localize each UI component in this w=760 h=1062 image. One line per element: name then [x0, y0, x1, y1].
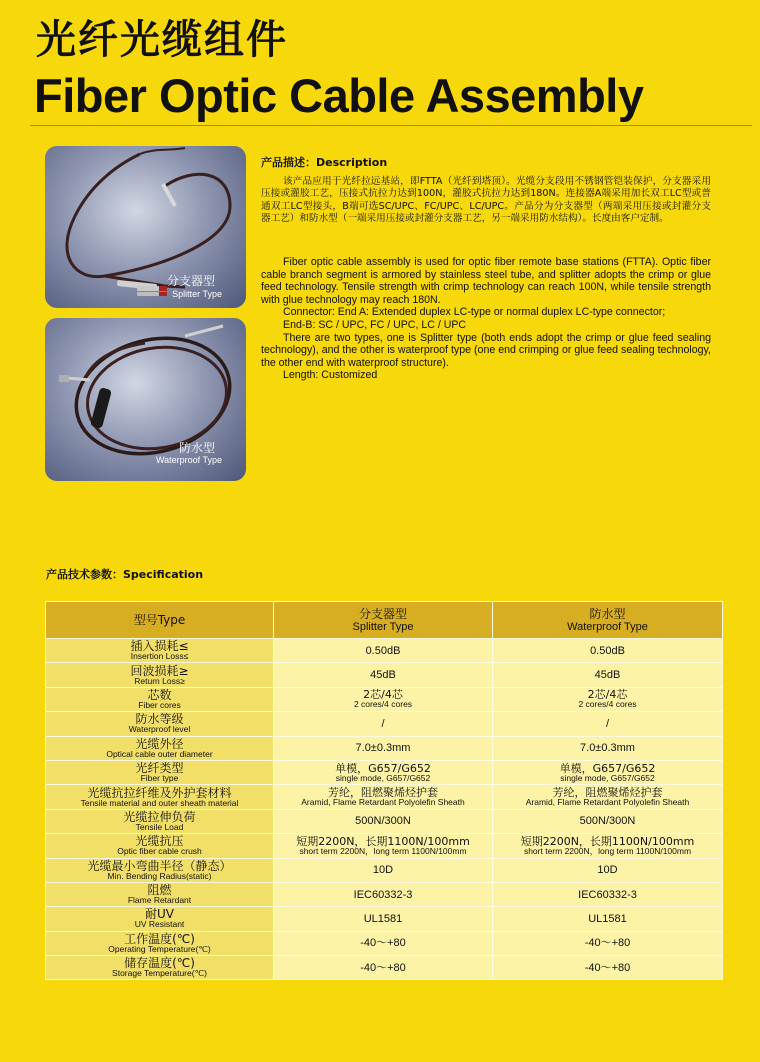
- spec-label-en: Operating Temperature(℃): [108, 943, 211, 954]
- specification-table: [45, 601, 723, 980]
- splitter-value-cell: [274, 858, 493, 882]
- table-row: [46, 956, 723, 980]
- description-en-paragraph: Fiber optic cable assembly is used for optic fiber remote base stations (FTTA). Optic fiber cable branch segment is armored by stainless steel tube, and splitter adopts the crimp or glue feed technology. Tensile strength with crimp technology can reach 100N, while tensile strength with glue technology may reach 180N.: [261, 256, 711, 306]
- header-waterproof: 防水型 Waterproof Type: [493, 602, 723, 639]
- spec-label-cell: [46, 736, 274, 760]
- splitter-value: 0.50dB: [365, 644, 401, 657]
- spec-label-en: Min. Bending Radius(static): [107, 870, 212, 881]
- splitter-value-cell: [274, 809, 493, 833]
- spec-label-cell: [46, 687, 274, 711]
- header-type: 型号Type: [46, 602, 274, 639]
- spec-label-en: Tensile material and outer sheath material: [80, 797, 239, 808]
- spec-label-zh: 防水等级: [135, 712, 184, 727]
- waterproof-value-cell: [493, 736, 723, 760]
- splitter-value: 10D: [372, 864, 394, 877]
- waterproof-value-cell: [493, 639, 723, 663]
- splitter-value: 7.0±0.3mm: [355, 742, 411, 755]
- waterproof-value-cell: [493, 760, 723, 784]
- waterproof-value-cell: [493, 663, 723, 687]
- splitter-value: 短期2200N，长期1100N/100mm: [296, 834, 470, 848]
- splitter-value-cell: [274, 760, 493, 784]
- header-splitter: 分支器型 Splitter Type: [274, 602, 493, 639]
- waterproof-value-en: single mode, G657/G652: [560, 772, 655, 783]
- splitter-caption-en: Splitter Type: [172, 289, 222, 299]
- spec-label-en: Fiber cores: [138, 699, 181, 710]
- waterproof-value-en: 2 cores/4 cores: [578, 699, 637, 710]
- spec-label-zh: 光缆拉伸负荷: [123, 809, 196, 824]
- spec-label-zh: 回波损耗≥: [130, 663, 189, 678]
- splitter-value: 芳纶，阻燃聚烯烃护套: [328, 786, 438, 800]
- description-en-length: Length: Customized: [283, 369, 378, 382]
- page-title-zh: 光纤光缆组件: [36, 17, 288, 63]
- waterproof-value: 0.50dB: [590, 644, 625, 657]
- spec-label-zh: 耐UV: [145, 907, 174, 922]
- spec-label-cell: [46, 834, 274, 858]
- spec-label-zh: 光缆最小弯曲半径（静态）: [87, 858, 232, 873]
- waterproof-value-cell: [493, 712, 723, 736]
- waterproof-value-en: short term 2200N，long term 1100N/100mm: [523, 845, 692, 856]
- spec-label-en: Fiber type: [140, 773, 179, 784]
- page-title-en: Fiber Optic Cable Assembly: [34, 69, 644, 122]
- spec-label-en: Optic fiber cable crush: [117, 846, 202, 857]
- spec-label-cell: [46, 663, 274, 687]
- spec-label-en: Optical cable outer diameter: [106, 748, 213, 759]
- waterproof-type-photo: [45, 318, 246, 481]
- splitter-value: -40～+80: [360, 961, 406, 974]
- waterproof-value: 单模，G657/G652: [559, 761, 656, 775]
- waterproof-value: 500N/300N: [579, 815, 636, 828]
- spec-label-cell: [46, 931, 274, 955]
- waterproof-value-cell: [493, 834, 723, 858]
- spec-label-en: UV Resistant: [134, 919, 185, 930]
- waterproof-value-cell: [493, 956, 723, 980]
- splitter-value-cell: [274, 736, 493, 760]
- splitter-value-cell: [274, 931, 493, 955]
- splitter-value: 2芯/4芯: [363, 688, 403, 702]
- waterproof-value: 45dB: [594, 669, 621, 682]
- spec-label-zh: 储存温度(℃): [124, 956, 195, 971]
- spec-label-zh: 光纤类型: [135, 761, 184, 776]
- table-row: [46, 931, 723, 955]
- splitter-caption-zh: 分支器型: [166, 274, 215, 288]
- spec-label-cell: [46, 882, 274, 906]
- spec-label-zh: 光缆抗压: [135, 834, 184, 849]
- waterproof-value-cell: [493, 785, 723, 809]
- waterproof-value: 7.0±0.3mm: [580, 742, 635, 755]
- spec-label-cell: [46, 760, 274, 784]
- spec-label-cell: [46, 809, 274, 833]
- waterproof-value: 2芯/4芯: [587, 688, 628, 702]
- title-divider: [30, 125, 752, 126]
- waterproof-value: IEC60332-3: [578, 888, 637, 901]
- spec-label-zh: 光缆抗拉纤维及外护套材料: [87, 785, 232, 800]
- splitter-type-photo: [45, 146, 246, 308]
- splitter-value-cell: [274, 907, 493, 931]
- table-row: [46, 809, 723, 833]
- description-heading: 产品描述：Description: [261, 156, 388, 169]
- waterproof-value: 10D: [597, 864, 618, 877]
- spec-label-en: Tensile Load: [135, 821, 184, 832]
- spec-label-zh: 芯数: [147, 687, 172, 702]
- waterproof-value: /: [605, 717, 610, 730]
- waterproof-value-cell: [493, 882, 723, 906]
- table-row: [46, 882, 723, 906]
- spec-label-cell: [46, 956, 274, 980]
- description-en: [261, 256, 711, 382]
- spec-label-cell: [46, 785, 274, 809]
- splitter-value-cell: [274, 882, 493, 906]
- table-row: [46, 639, 723, 663]
- waterproof-value-cell: [493, 858, 723, 882]
- waterproof-value-cell: [493, 931, 723, 955]
- spec-label-en: Waterproof level: [128, 724, 191, 735]
- spec-label-en: Flame Retardant: [127, 895, 192, 906]
- splitter-value-cell: [274, 639, 493, 663]
- waterproof-value: UL1581: [588, 912, 627, 925]
- waterproof-value: -40～+80: [584, 961, 631, 974]
- table-row: [46, 785, 723, 809]
- waterproof-value-cell: [493, 687, 723, 711]
- table-row: [46, 834, 723, 858]
- splitter-value-en: single mode, G657/G652: [335, 772, 431, 783]
- table-row: [46, 858, 723, 882]
- spec-label-en: Insertion Loss≤: [130, 651, 189, 662]
- table-row: [46, 907, 723, 931]
- waterproof-value: 芳纶，阻燃聚烯烃护套: [552, 786, 663, 800]
- splitter-value-cell: [274, 712, 493, 736]
- spec-label-cell: [46, 712, 274, 736]
- table-header-row: [46, 602, 723, 639]
- splitter-value-cell: [274, 687, 493, 711]
- description-en-connector: Connector: End A: Extended duplex LC-type or normal duplex LC-type connector;: [283, 306, 666, 319]
- splitter-value-cell: [274, 785, 493, 809]
- table-row: [46, 663, 723, 687]
- table-row: [46, 736, 723, 760]
- spec-label-cell: [46, 639, 274, 663]
- splitter-value: 单模，G657/G652: [335, 761, 431, 775]
- splitter-value-en: Aramid, Flame Retardant Polyolefin Sheath: [301, 797, 465, 808]
- spec-label-en: Return Loss≥: [134, 675, 185, 686]
- description-en-end-b: End-B: SC / UPC, FC / UPC, LC / UPC: [283, 318, 467, 331]
- spec-label-zh: 光缆外径: [135, 736, 184, 751]
- waterproof-caption-en: Waterproof Type: [155, 455, 222, 465]
- spec-label-cell: [46, 907, 274, 931]
- table-row: [46, 687, 723, 711]
- waterproof-value-cell: [493, 907, 723, 931]
- waterproof-value: -40～+80: [584, 937, 631, 950]
- splitter-value: /: [381, 717, 385, 730]
- waterproof-caption-zh: 防水型: [178, 441, 215, 455]
- spec-label-en: Storage Temperature(℃): [112, 968, 207, 979]
- table-row: [46, 760, 723, 784]
- splitter-value-cell: [274, 663, 493, 687]
- splitter-value: -40～+80: [360, 937, 406, 950]
- spec-label-zh: 工作温度(℃): [124, 931, 195, 946]
- description-en-types: There are two types, one is Splitter type (both ends adopt the crimp or glue feed sealing technology), and the other is waterproof type (one end crimping or glue feed sealing technology, the other end with waterproof structure).: [261, 331, 711, 369]
- spec-label-cell: [46, 858, 274, 882]
- splitter-value: 45dB: [370, 669, 396, 682]
- splitter-value-cell: [274, 956, 493, 980]
- table-row: [46, 712, 723, 736]
- splitter-value: UL1581: [363, 912, 403, 925]
- splitter-value: 500N/300N: [355, 815, 411, 828]
- splitter-value-cell: [274, 834, 493, 858]
- splitter-value-en: short term 2200N，long term 1100N/100mm: [299, 845, 467, 856]
- description-zh: 该产品应用于光纤拉远基站，即FTTA（光纤到塔顶）。光缆分支段用不锈钢管铠装保护，分支器采用压接或灌胶工艺，压接式抗拉力达到100N，灌胶式抗拉力达到180N。连接器A端采用加长双工LC型或普通双工LC型接头，B端可选SC/UPC、FC/UPC、LC/UPC。产品分为分支器型（两端采用压接或封灌分支器工艺）和防水型（一端采用压接或封灌分支器工艺，另一端采用防水结构）。长度由客户定制。: [261, 176, 711, 224]
- splitter-value-en: 2 cores/4 cores: [353, 699, 413, 710]
- waterproof-value-cell: [493, 809, 723, 833]
- specification-heading: 产品技术参数：Specification: [46, 568, 204, 581]
- waterproof-value-en: Aramid, Flame Retardant Polyolefin Sheath: [525, 797, 690, 808]
- spec-label-zh: 阻燃: [147, 883, 172, 898]
- splitter-cable-image: [45, 146, 246, 308]
- waterproof-value: 短期2200N，长期1100N/100mm: [520, 834, 695, 848]
- spec-label-zh: 插入损耗≤: [130, 639, 189, 654]
- splitter-value: IEC60332-3: [353, 888, 413, 901]
